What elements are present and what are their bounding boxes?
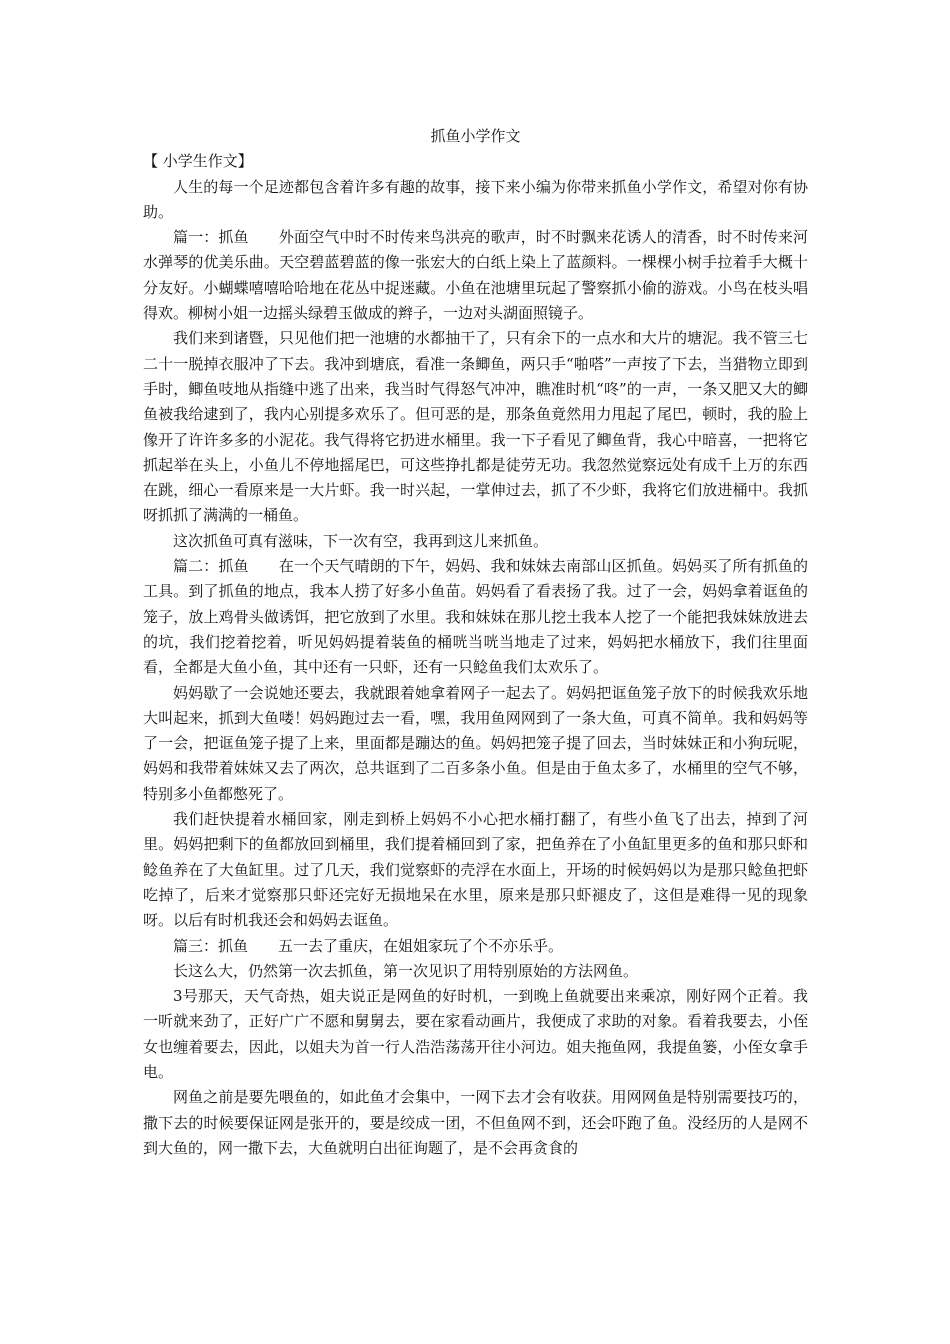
- paragraph-essay-1-body: 我们来到诸暨，只见他们把一池塘的水都抽干了，只有余下的一点水和大片的塘泥。我不管三七二十一脱掉衣服冲了下去。我冲到塘底，看准一条鲫鱼，两只手“啪嗒”一声按了下去，当猎物立即到手时，鲫鱼吱地从指缝中逃了出来，我当时气得怒气冲冲，瞧准时机“咚”的一声，一条又肥又大的鲫鱼被我给逮到了，我内心别提多欢乐了。但可恶的是，那条鱼竟然用力甩起了尾巴，顿时，我的脸上像开了许许多多的小泥花。我气得将它扔进水桶里。我一下子看见了鲫鱼背，我心中暗喜，一把将它抓起举在头上，小鱼儿不停地摇尾巴，可这些挣扎都是徒劳无功。我忽然觉察远处有成千上万的东西在跳，细心一看原来是一大片虾。我一时兴起，一掌伸过去，抓了不少虾，我将它们放进桶中。我抓呀抓抓了满满的一桶鱼。: [143, 329, 808, 525]
- paragraph-essay-2-opening: 篇二：抓鱼 在一个天气晴朗的下午，妈妈、我和妹妹去南部山区抓鱼。妈妈买了所有抓鱼的工具。到了抓鱼的地点，我本人捞了好多小鱼苗。妈妈看了看表扬了我。过了一会，妈妈拿着诓鱼的笼子，放上鸡骨头做诱饵，把它放到了水里。我和妹妹在那儿挖土我本人挖了一个能把我妹妹放进去的坑，我们挖着挖着，听见妈妈提着装鱼的桶咣当咣当地走了过来，妈妈把水桶放下，我们往里面看，全都是大鱼小鱼，其中还有一只虾，还有一只鲶鱼我们太欢乐了。: [143, 557, 808, 677]
- paragraph-intro: 人生的每一个足迹都包含着许多有趣的故事，接下来小编为你带来抓鱼小学作文，希望对你有协助。: [143, 177, 808, 221]
- paragraph-essay-2-middle: 妈妈歇了一会说她还要去，我就跟着她拿着网子一起去了。妈妈把诓鱼笼子放下的时候我欢乐地大叫起来，抓到大鱼喽！妈妈跑过去一看，嘿，我用鱼网网到了一条大鱼，可真不简单。我和妈妈等了一会，把诓鱼笼子提了上来，里面都是蹦达的鱼。妈妈把笼子提了回去，当时妹妹正和小狗玩呢，妈妈和我带着妹妹又去了两次，总共诓到了二百多条小鱼。但是由于鱼太多了，水桶里的空气不够，特别多小鱼都憋死了。: [143, 683, 808, 803]
- paragraph-essay-3-day-three: 3号那天，天气奇热，姐夫说正是网鱼的好时机，一到晚上鱼就要出来乘凉，刚好网个正着。我一听就来劲了，正好广广不愿和舅舅去，要在家看动画片，我便成了求助的对象。看着我要去，小侄女也缠着要去，因此，以姐夫为首一行人浩浩荡荡开往小河边。姐夫拖鱼网，我提鱼篓，小侄女拿手电。: [143, 987, 808, 1081]
- category-label: 【 小学生作文】: [143, 152, 253, 171]
- document-title: 抓鱼小学作文: [430, 127, 521, 145]
- paragraph-essay-1-opening: 篇一：抓鱼 外面空气中时不时传来鸟洪亮的歌声，时不时飘来花诱人的清香，时不时传来河水弹琴的优美乐曲。天空碧蓝碧蓝的像一张宏大的白纸上染上了蓝颜料。一棵棵小树手拉着手大概十分友好。小蝴蝶嘻嘻哈哈地在花丛中捉迷藏。小鱼在池塘里玩起了警察抓小偷的游戏。小鸟在枝头唱得欢。柳树小姐一边摇头绿碧玉做成的辫子，一边对头湖面照镜子。: [143, 228, 808, 323]
- paragraph-essay-1-ending: 这次抓鱼可真有滋味，下一次有空，我再到这儿来抓鱼。: [173, 531, 549, 550]
- document-page: [143, 124, 808, 1161]
- paragraph-essay-3-technique: 网鱼之前是要先喂鱼的，如此鱼才会集中，一网下去才会有收获。用网网鱼是特别需要技巧的，撒下去的时候要保证网是张开的，要是绞成一团，不但鱼网不到，还会吓跑了鱼。没经历的人是网不到大鱼的，网一撒下去，大鱼就明白出征询题了，是不会再贪食的: [143, 1088, 808, 1157]
- paragraph-essay-3-opening: 篇三：抓鱼 五一去了重庆，在姐姐家玩了个不亦乐乎。: [173, 936, 564, 955]
- paragraph-essay-2-ending: 我们赶快提着水桶回家，刚走到桥上妈妈不小心把水桶打翻了，有些小鱼飞了出去，掉到了河里。妈妈把剩下的鱼都放回到桶里，我们提着桶回到了家，把鱼养在了小鱼缸里更多的鱼和那只虾和鲶鱼养在了大鱼缸里。过了几天，我们觉察虾的壳浮在水面上，开场的时候妈妈以为是那只鲶鱼把虾吃掉了，后来才觉察那只虾还完好无损地呆在水里，原来是那只虾褪皮了，这但是难得一见的现象呀。以后有时机我还会和妈妈去诓鱼。: [143, 810, 808, 930]
- paragraph-essay-3-first-time: 长这么大，仍然第一次去抓鱼，第一次见识了用特别原始的方法网鱼。: [173, 961, 639, 980]
